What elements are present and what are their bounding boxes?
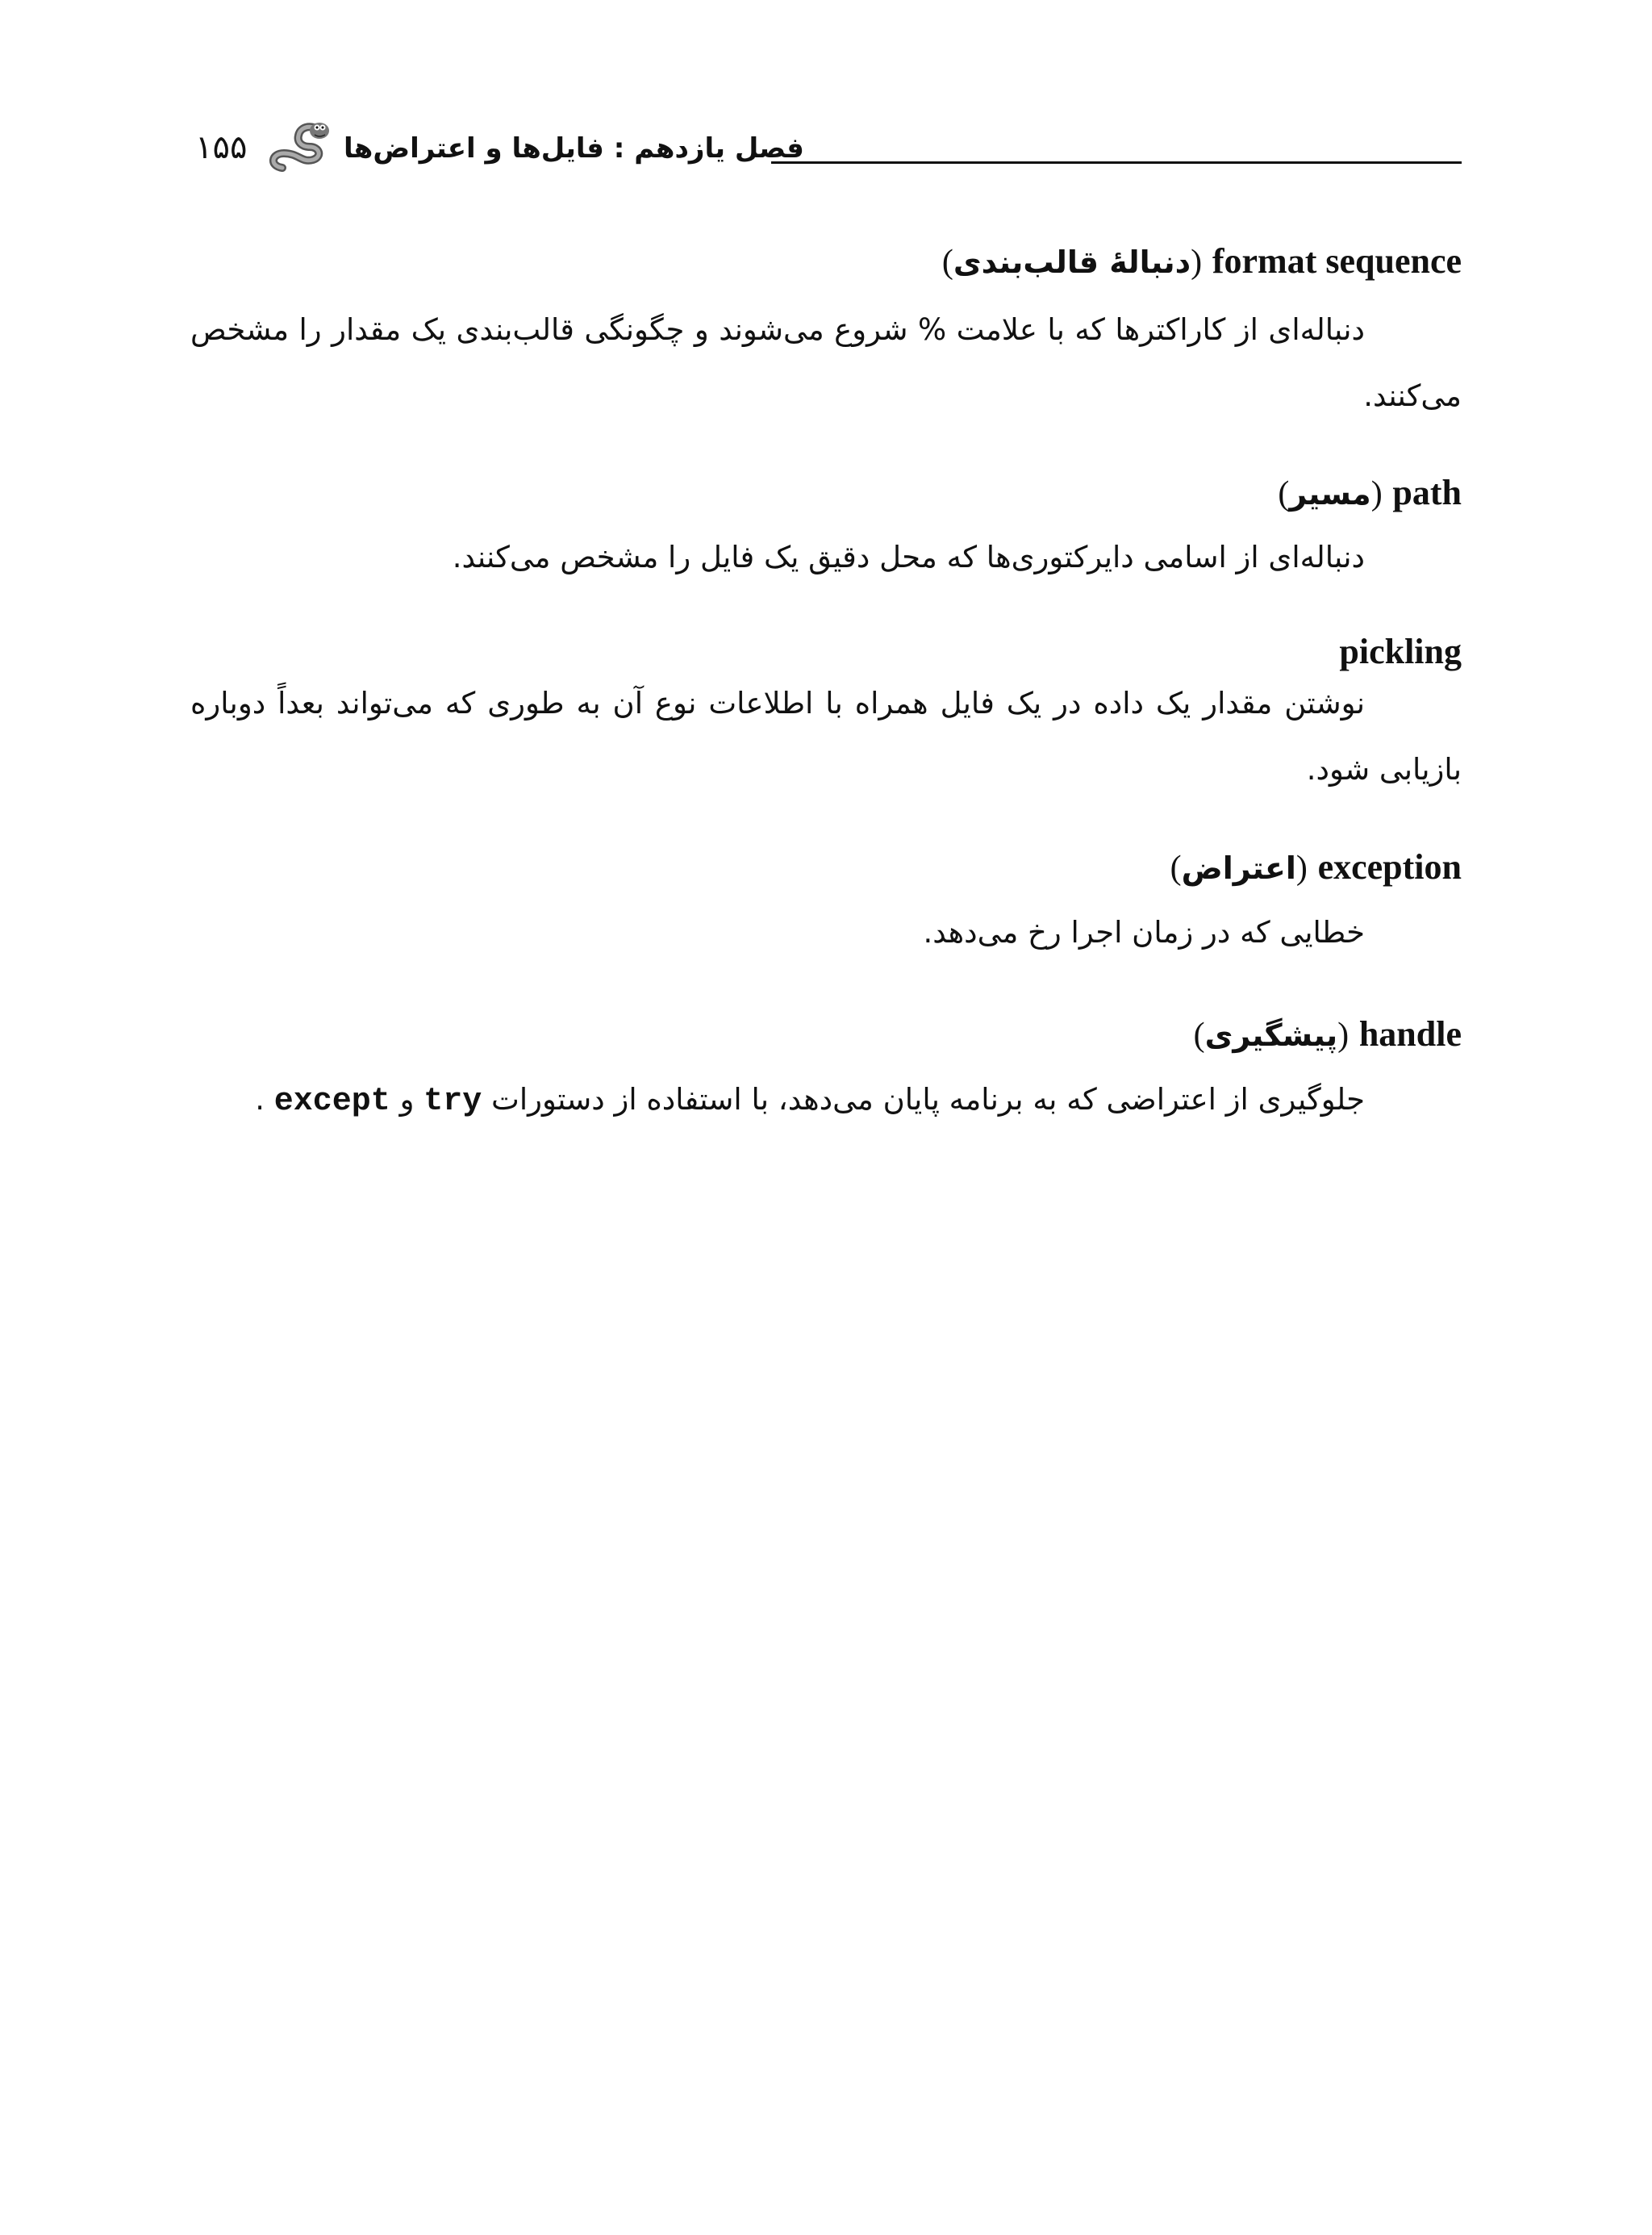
term-en: format sequence xyxy=(1212,241,1462,281)
definition-format-sequence: دنباله‌ای از کاراکترها که با علامت % شروع می‌شوند و چگونگی قالب‌بندی یک مقدار را مشخص می‌کنند. xyxy=(190,312,1462,413)
definition-handle xyxy=(190,1067,1365,1135)
code-except: except xyxy=(273,1084,390,1120)
term-fa: اعتراض xyxy=(1181,850,1296,886)
conjunction: و xyxy=(399,1082,415,1117)
period: . xyxy=(255,1082,265,1117)
chapter-title: فصل یازدهم : فایل‌ها و اعتراض‌ها xyxy=(344,132,804,165)
header-rule xyxy=(771,161,1462,164)
definition-pickling: نوشتن مقدار یک داده در یک فایل همراه با اطلاعات نوع آن به طوری که می‌تواند بعداً دوباره بازیابی شود. xyxy=(190,686,1462,787)
handle-definition-text: جلوگیری از اعتراضی که به برنامه پایان می‌دهد، با استفاده از دستورات xyxy=(491,1082,1365,1117)
snake-mascot-icon xyxy=(266,118,332,178)
term-fa: مسیر xyxy=(1289,476,1371,512)
entry-title-path: path (مسیر) xyxy=(1278,473,1462,512)
entry-title-handle: handle (پیشگیری) xyxy=(1193,1014,1462,1054)
entry-title-format-sequence: format sequence (دنبالهٔ قالب‌بندی) xyxy=(941,241,1462,281)
term-en: pickling xyxy=(1339,632,1462,671)
entry-title-pickling xyxy=(1339,634,1462,670)
entry-title-exception: exception (اعتراض) xyxy=(1170,847,1462,887)
term-fa: دنبالهٔ قالب‌بندی xyxy=(953,244,1191,280)
definition-path: دنباله‌ای از اسامی دایرکتوری‌ها که محل دقیق یک فایل را مشخص می‌کنند. xyxy=(452,540,1365,574)
code-try: try xyxy=(423,1084,482,1120)
term-fa: پیشگیری xyxy=(1204,1017,1338,1053)
page-header xyxy=(190,121,1462,186)
definition-exception: خطایی که در زمان اجرا رخ می‌دهد. xyxy=(923,915,1365,950)
term-en: path xyxy=(1392,473,1462,512)
term-en: exception xyxy=(1317,847,1462,887)
term-en: handle xyxy=(1358,1014,1462,1054)
page-number: ۱۵۵ xyxy=(195,129,248,166)
